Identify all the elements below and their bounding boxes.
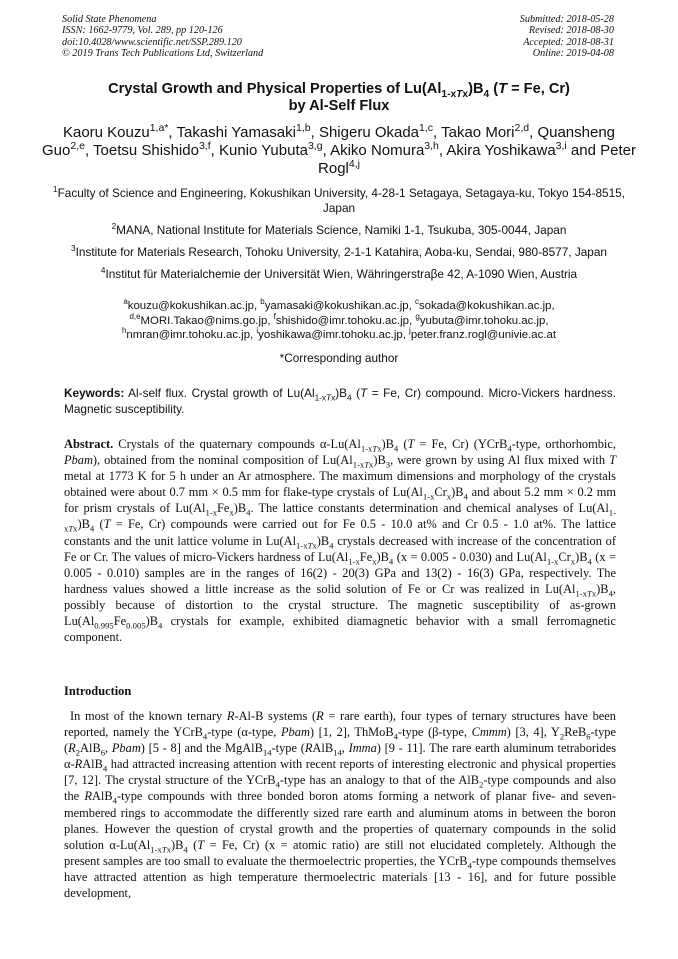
author: Quansheng Guo	[42, 124, 616, 160]
email-link[interactable]: peter.franz.rogl@univie.ac.at	[410, 329, 556, 342]
issn: ISSN: 1662-9779, Vol. 289, pp 120-126	[62, 25, 223, 37]
email-list: $^a$kouzu@kokushikan.ac.jp, $^b$yamasaki@kokushikan.ac.jp, $^c$sokada@kokushikan.ac.jp, $^{d,e}$MORI.Takao@nims.go.jp, $^f$shishido@imr.tohoku.ac.jp, $^g$yubuta@imr.tohoku.ac.jp, $^h$nmran@imr.tohoku.ac.jp, $^i$yoshikawa@imr.tohoku.ac.jp, $^j$peter.franz.rogl@univie.ac.at	[121, 297, 556, 342]
affiliation: $^1$Faculty of Science and Engineering, Kokushikan University, 4-28-1 Setagaya, Setagaya-ku, Tokyo 154-8515, Japan	[52, 185, 626, 215]
keywords: Keywords: Al-self flux. Crystal growth of $Lu(Al_{1-xTx})B_4$ (T = Fe, Cr) compound. Micro-Vickers hardness. Magnetic susceptibility.	[64, 386, 616, 416]
doi-link[interactable]: doi:10.4028/www.scientific.net/SSP.289.120	[62, 36, 242, 48]
journal-name: Solid State Phenomena	[62, 14, 157, 25]
author-list: Kaoru Kouzu$^{1,a*}$, Takashi Yamasaki$^{1,b}$, Shigeru Okada$^{1,c}$, Takao Mori$^{2,d}$, Quansheng Guo$^{2,e}$, Toetsu Shishido$^{3,f}$, Kunio Yubuta$^{3,g}$, Akiko Nomura$^{3,h}$, Akira Yoshikawa$^{3,i}$ and Peter Rogl$^{4,j}$	[42, 122, 636, 178]
copyright: © 2019 Trans Tech Publications Ltd, Switzerland	[62, 48, 264, 60]
online-date: Online: 2019-04-08	[532, 48, 614, 60]
email-link[interactable]: yoshikawa@imr.tohoku.ac.jp	[258, 329, 403, 342]
author: Akiko Nomura	[330, 142, 425, 160]
author: Peter Rogl	[318, 142, 636, 178]
affiliation: $^2$MANA, National Institute for Materials Science, Namiki 1-1, Tsukuba, 305-0044, Japan	[111, 222, 567, 237]
paper-title: Crystal Growth and Physical Properties of $Lu(Al_{1-xTx})B_4$ (T = Fe, Cr) by Al-Self Flux	[108, 81, 570, 114]
email-link[interactable]: MORI.Takao@nims.go.jp	[140, 314, 268, 327]
email-link[interactable]: yubuta@imr.tohoku.ac.jp	[419, 314, 546, 327]
author: Akira Yoshikawa	[446, 142, 556, 160]
email-link[interactable]: shishido@imr.tohoku.ac.jp	[275, 314, 410, 327]
affiliation-list	[40, 186, 638, 289]
submitted-date: Submitted: 2018-05-28	[519, 14, 614, 25]
author: Toetsu Shishido	[93, 142, 199, 160]
author: Takashi Yamasaki	[176, 124, 296, 141]
affiliation: $^3$Institute for Materials Research, Tohoku University, 2-1-1 Katahira, Aoba-ku, Sendai, 980-8577, Japan	[71, 244, 607, 259]
affiliation: $^4$Institut für Materialchemie der Universität Wien, Währingerstraβe 42, A-1090 Wien, Austria	[100, 266, 578, 281]
dates-info	[520, 14, 614, 60]
section-heading-introduction: Introduction	[64, 684, 132, 698]
author: Takao Mori	[441, 124, 515, 141]
accepted-date: Accepted: 2018-08-31	[523, 36, 614, 48]
introduction-paragraph: In most of the known ternary R-Al-B systems (R = rare earth), four types of ternary structures have been reported, namely the YCrB$_4$-type (α-type, Pbam) [1, 2], ThMoB$_4$-type (β-type, Cmmm) [3, 4], $Y_2ReB_6$-type ($R_2AlB_6$, Pbam) [5 - 8] and the MgAlB$_{14}$-type (RAlB$_{14}$, Imma) [9 - 11]. The rare earth aluminum tetraborides α-RAlB$_4$ had attracted increasing attention with recent reports of interesting electronic and physical properties [7, 12]. The crystal structure of the YCrB$_4$-type has an analogy to that of the AlB$_2$-type compounds and also the RAlB$_4$-type compounds with three bonded boron atoms forming a network of planar five- and seven-membered rings to accommodate the differently sized rare earth and aluminum atoms in between the boron planes. However the question of crystal growth and the properties of quaternary compounds in the solid solution $\alpha-Lu(Al_{1-xTx})B_4$ (T = Fe, Cr) (x = atomic ratio) are still not elucidated completely. Although the present samples are too small to evaluate the thermoelectric properties, the YCrB$_4$-type compounds themselves have attracted attention as high temperature thermoelectric materials [13 - 16], and for future possible development,	[64, 709, 617, 901]
author: Kaoru Kouzu	[62, 124, 150, 141]
email-link[interactable]: kouzu@kokushikan.ac.jp	[127, 300, 254, 312]
author: Kunio Yubuta	[218, 142, 308, 160]
author: Shigeru Okada	[318, 124, 420, 141]
email-link[interactable]: sokada@kokushikan.ac.jp	[418, 300, 552, 312]
email-link[interactable]: yamasaki@kokushikan.ac.jp	[264, 300, 409, 312]
corresponding-author-note: *Corresponding author	[279, 351, 399, 365]
revised-date: Revised: 2018-08-30	[528, 25, 614, 37]
email-link[interactable]: nmran@imr.tohoku.ac.jp	[126, 329, 251, 342]
journal-info	[62, 14, 263, 60]
abstract: Abstract. Crystals of the quaternary compounds $\alpha-Lu(Al_{1-xTx})B_4$ (T = Fe, Cr) (YCrB$_4$-type, orthorhombic, Pbam), obtained from the nominal composition of $Lu(Al_{1-xTx})B_3$, were grown by using Al flux mixed with T metal at 1773 K for 5 h under an Ar atmosphere. The maximum dimensions and morphology of the crystals obtained were about 0.7 mm × 0.5 mm for flake-type crystals of $Lu(Al_{1-x}Cr_x)B_4$ and about 5.2 mm × 0.2 mm for prism crystals of $Lu(Al_{1-x}Fe_x)B_4$. The lattice constants determination and chemical analyses of $Lu(Al_{1-xTx})B_4$ (T = Fe, Cr) compounds were carried out for Fe 0.5 - 10.0 at% and Cr 0.5 - 1.0 at%. The lattice constants and the unit lattice volume in $Lu(Al_{1-xTx})B_4$ crystals decreased with increase of the concentration of Fe or Cr. The values of micro-Vickers hardness of $Lu(Al_{1-x}Fe_x)B_4$ (x = 0.005 - 0.030) and $Lu(Al_{1-x}Cr_x)B_4$ (x = 0.005 - 0.010) samples are in the ranges of 16(2) - 20(3) GPa and 13(2) - 16(3) GPa, respectively. The hardness values showed a little increase as the solid solution of Fe or Cr was realized in $Lu(Al_{1-xTx})B_4$, possibly because of distortion to the crystal structure. The magnetic susceptibility of as-grown $Lu(Al_{0.995}Fe_{0.005})B_4$ crystals for example, exhibited diamagnetic behavior with a small ferromagnetic component.	[64, 437, 617, 645]
